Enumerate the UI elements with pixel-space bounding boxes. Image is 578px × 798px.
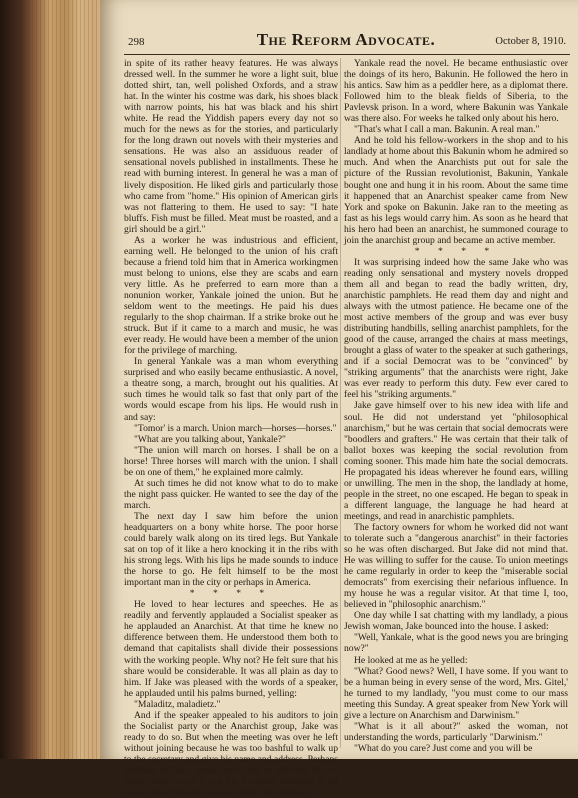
paragraph: It was surprising indeed how the same Jake who was reading only sensational and mystery novels dropped them all and began to read the badly written, dry, anarchistic pamphlets. He read them day and night and always with the utmost patience. He became one of the most active members of the group and was ever busy distributing handbills, selling anarchist pamphlets, for the good of the cause, arranged the chairs at mass meetings, brought a glass of water to the speaker at such gatherings, and if a social Democrat was to be "convinced" by "striking arguments" that the anarchists were right, Jake was ever ready to perform this duty. Few ever cared to feel his "striking arguments.": [344, 256, 568, 401]
column-gutter: [340, 58, 341, 748]
paragraph: "What do you care? Just come and you will be: [354, 742, 533, 754]
paragraph: As a worker he was industrious and efficient, earning well. He belonged to the union of his craft because a friend told him that in America workingmen must belong to unions, else they are scabs and earn very little. As he preferred to earn more than a nonunion worker, Yankale joined the union. But he seldom went to the meetings. He paid his dues regularly to the shop chairman. If a strike broke out he struck. But if it came to a march and music, he was ever ready. He would have been a member of the union for the privilege of marching.: [124, 234, 338, 357]
header-rule: [124, 54, 570, 55]
paragraph: The factory owners for whom he worked did not want to tolerate such a "dangerous anarchist" in their factories so he was often discharged. But Jake did not mind that. He was willing to suffer for the cause. To union meetings he came regularly in order to keep the "miserable social democrats" from exercising their nefarious influence. In my house he was a regular visitor. At that time I, too, believed in "philosophic anarchism.": [344, 521, 568, 611]
section-break: * * * *: [414, 245, 498, 257]
paragraph: in spite of its rather heavy features. He was always dressed well. In the summer he wore a light suit, blue dotted shirt, tan, well polished Oxfords, and a straw hat. In the winter his costme was dark, his shoes black with narrow points, his hat was black and his shirt white. He read the Yiddish papers every day not so much for the news as for the stories, and particularly for the long drawn out novels with their mysteries and sensations. He was also an assiduous reader of sensational novels published in installments. These he read with burning interest. In general he was a man of lively disposition. He liked girls and particularly those who came from "home." His opinion of American girls was not flattering to them. He used to say: "I hate bluffs. Fish must be filled. Meat must be roasted, and a girl should be a girl.": [124, 58, 338, 235]
paragraph: "What? Good news? Well, I have some. If you want to be a human being in every sense of the word, Mrs. Gitel,' he turned to my landlady, "you must come to our mass meeting this Sunday. A great speaker from New York will give a lecture on Anarchism and Darwinism.": [344, 665, 568, 721]
page-header: [122, 30, 570, 52]
paragraph: And he told his fellow-workers in the shop and to his landlady at home about this Bakunin whom he admired so much. And when the Anarchists put out for sale the picture of the Russian revolutionist, Bakunin, Yankale bought one and hung it in his room. About the same time it happened that an Anarchist speaker came from New York and spoke on Bakunin. Jake ran to the meeting as fast as his legs would carry him. As soon as he heard that his hero had been an anarchist, he summoned courage to join the anarchist group and became an active member.: [344, 135, 568, 246]
paragraph: Yankale read the novel. He became enthusiastic over the doings of its hero, Bakunin. He followed the hero in his antics. Saw him as a peddler here, as a diplomat there. Followed him to the bleak fields of Siberia, to the Pavlevsk prison. In a word, where Bakunin was Yankale was there also. For weeks he talked only about his hero.: [344, 58, 568, 125]
paragraph: "Tomor' is a march. Union march—horses—horses.": [134, 422, 337, 434]
page-title: The Reform Advocate.: [256, 30, 436, 49]
paragraph: In general Yankale was a man whom everything surprised and who easily became enthusiastic. A novel, a theatre song, a march, brought out his qualities. At such times he would talk so fast that only part of the words would escape from his lips. He would rush in and say:: [124, 356, 338, 423]
paragraph: At such times he did not know what to do to make the night pass quicker. He wanted to see the day of the march.: [124, 477, 338, 511]
paragraph: And if the speaker appealed to his auditors to join the Socialist party or the Anarchist group, Jake was ready to do so. But when the meeting was over he left without joining because he was too bashful to walk up to the secretary and give his name and address. Perhaps Yankale, or Jake, would have died in oblivion like so many others were it not for a certain incident. It all came about through a novel called "The Mystery.": [124, 709, 338, 798]
paragraph: "Maladitz, maladietz.": [134, 698, 221, 710]
paragraph: He looked at me as he yelled:: [354, 654, 468, 666]
paragraph: "The union will march on horses. I shall be on a horse! Three horses will march with the union. I shall be on one of them," he explained more calmly.: [124, 444, 338, 478]
paragraph: He loved to hear lectures and speeches. He as readily and fervently applauded a Socialist speaker as he applauded an Anarchist. At that time he knew no difference between them. He understood them both to demand that capitalists shall divide their possessions with the working people. Why not? He felt sure that his share would be considerable. It was all plain as day to him. If Jake was pleased with the words of a speaker, he applauded until his palms burned, yelling:: [124, 599, 338, 699]
paragraph: "That's what I call a man. Bakunin. A real man.": [354, 124, 540, 136]
section-break: * * * *: [189, 588, 273, 600]
paragraph: The next day I saw him before the union headquarters on a bony white horse. The poor horse could barely walk along on its tired legs. But Yankale sat on top of it like a hero knocking it in the ribs with his strong legs. With his lips he made sounds to induce the horse to go. He felt himself to be the most important man in the city or perhaps in America.: [124, 510, 338, 589]
issue-date: October 8, 1910.: [495, 36, 566, 47]
paragraph: "Well, Yankale, what is the good news you are bringing now?": [344, 632, 568, 655]
paragraph: Jake gave himself over to his new idea with life and soul. He did not understand yet "philosophical anarchism," but he was certain that social democrats were "boodlers and grafters." He was certain that their talk of ballot boxes was keeping the social revolution from coming sooner. This made him hate the social democrats. He propagated his ideas wherever he found ears, willing or unwilling. The men in the shop, the landlady at home, people in the street, no one escaped. He began to speak in a different language, the language he had heard at meetings, and read in anarchistic pamphlets.: [344, 400, 568, 522]
left-column: [124, 58, 338, 798]
paragraph: "What is it all about?" asked the woman, not understanding the words, particularly "Darwinism.": [344, 720, 568, 743]
paragraph: One day while I sat chatting with my landlady, a pious Jewish woman, Jake bounced into the house. I asked:: [344, 610, 568, 633]
page-number: 298: [128, 36, 145, 48]
right-column: [344, 58, 568, 754]
paragraph: "What are you talking about, Yankale?": [134, 433, 286, 445]
